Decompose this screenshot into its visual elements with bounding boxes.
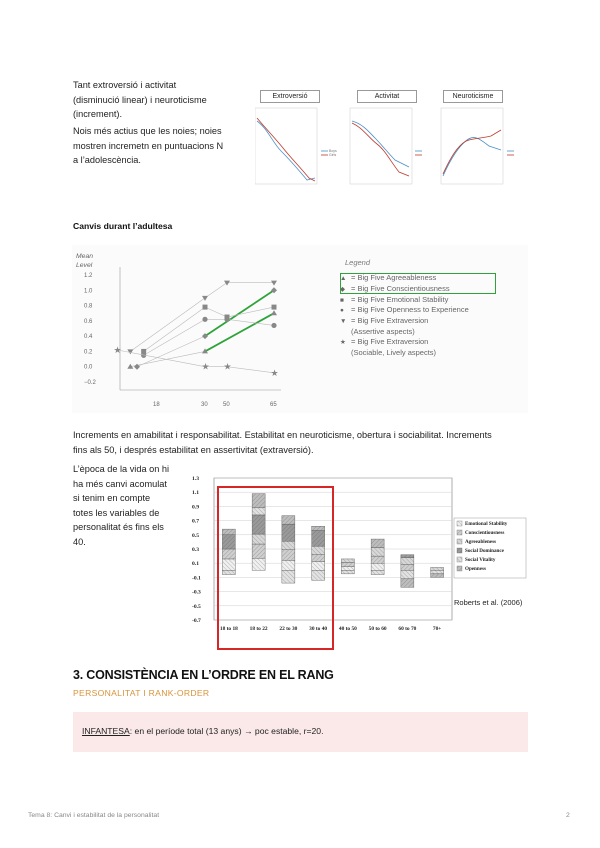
bar-legend bbox=[454, 518, 526, 578]
panel-title-text: Activitat bbox=[374, 93, 400, 100]
series-triangle-down bbox=[127, 281, 277, 355]
paragraph-line: L’època de la vida on hi bbox=[73, 464, 170, 474]
x-tick-label: 30 bbox=[201, 402, 208, 408]
infant-callout bbox=[73, 712, 528, 752]
series-segment bbox=[144, 307, 205, 351]
marker-star: ★ bbox=[201, 362, 210, 373]
x-tick-label: 50 bbox=[223, 402, 230, 408]
bar-figure bbox=[190, 470, 532, 652]
legend-entry bbox=[340, 316, 469, 327]
legend-entry bbox=[340, 305, 469, 316]
bar-segment bbox=[431, 567, 444, 570]
legend-label: Agreeableness bbox=[465, 539, 497, 545]
bar-segment bbox=[371, 556, 384, 563]
marker-star: ★ bbox=[223, 362, 232, 373]
bar-segment bbox=[222, 549, 235, 559]
y-tick-label: -0.3 bbox=[192, 589, 201, 596]
x-tick-label: 65 bbox=[270, 402, 277, 408]
bar-stack bbox=[431, 567, 444, 577]
y-tick-label: -0.7 bbox=[192, 618, 201, 624]
legend-symbol: ▼ bbox=[340, 318, 347, 326]
series-segment bbox=[227, 367, 274, 373]
marker-star: ★ bbox=[113, 345, 122, 356]
intro-line: a l’adolescència. bbox=[73, 155, 141, 165]
legend-swatch bbox=[457, 521, 462, 526]
bar-stack bbox=[252, 494, 265, 571]
bar-segment bbox=[341, 562, 354, 566]
plot-frame bbox=[255, 108, 317, 184]
legend-symbol: ● bbox=[340, 307, 344, 315]
paragraph-line: 40. bbox=[73, 536, 86, 547]
y-tick-label: 1.3 bbox=[192, 476, 199, 482]
bar-segment bbox=[222, 535, 235, 549]
y-tick-label: 1.0 bbox=[84, 288, 93, 295]
bar-segment bbox=[252, 558, 265, 570]
series-segment bbox=[137, 336, 205, 367]
legend-symbol: ■ bbox=[340, 296, 344, 304]
legend-text: = Big Five Extraversion bbox=[351, 316, 429, 326]
bar-segment bbox=[252, 508, 265, 515]
y-tick-label: 0.3 bbox=[192, 547, 199, 553]
ylabel-line: Mean bbox=[76, 253, 94, 260]
bar-chart-svg bbox=[190, 470, 532, 652]
bar-segment bbox=[282, 541, 295, 550]
legend-label: Social Vitality bbox=[465, 557, 496, 563]
legend-text: (Sociable, Lively aspects) bbox=[351, 347, 437, 357]
x-tick-label: 40 to 50 bbox=[338, 626, 357, 632]
infant-rest: : en el període total (13 anys) → poc estable, r=20. bbox=[129, 726, 324, 736]
legend-text: (Assertive aspects) bbox=[351, 326, 415, 336]
legend-swatch bbox=[457, 530, 462, 535]
marker-star: ★ bbox=[270, 368, 279, 379]
series-star bbox=[114, 346, 279, 379]
x-tick-label: 60 to 70 bbox=[398, 626, 417, 632]
bar-segment bbox=[252, 494, 265, 508]
bar-segment bbox=[312, 570, 325, 580]
bar-stack bbox=[312, 526, 325, 580]
intro-line: (disminució linear) i neuroticisme bbox=[73, 94, 207, 105]
mini-chart-activitat bbox=[350, 108, 422, 184]
mini-legend bbox=[329, 149, 337, 157]
bar-segment bbox=[341, 559, 354, 563]
y-tick-label: 0.9 bbox=[192, 504, 199, 511]
paragraph-line: si tenim en compte bbox=[73, 493, 151, 503]
x-tick-label: 22 to 30 bbox=[279, 626, 298, 632]
section-3-subtitle: PERSONALITAT I RANK-ORDER bbox=[73, 688, 210, 698]
y-tick-label: 0.0 bbox=[84, 364, 93, 371]
legend-label-boys: Boys bbox=[329, 149, 337, 153]
mini-chart-neuroticisme bbox=[441, 108, 514, 184]
legend-entry bbox=[340, 337, 469, 348]
legend-label: Conscientiousness bbox=[465, 530, 505, 536]
bar-segment bbox=[222, 570, 235, 574]
y-tick-label: -0.1 bbox=[192, 575, 201, 582]
bar-stack bbox=[401, 555, 414, 588]
marker-triangle-down bbox=[202, 296, 208, 301]
legend-swatch bbox=[457, 566, 462, 571]
bar-segment bbox=[282, 570, 295, 583]
intro-line: Tant extroversió i activitat bbox=[73, 80, 177, 90]
bar-segment bbox=[401, 570, 414, 579]
paragraph-increments bbox=[73, 428, 533, 457]
series-triangle-up bbox=[127, 310, 277, 369]
bar-segment bbox=[222, 559, 235, 570]
legend-label-girls: Girls bbox=[329, 153, 337, 157]
bar-segment bbox=[282, 550, 295, 561]
marker-square bbox=[203, 305, 208, 310]
bar-segment bbox=[341, 570, 354, 574]
bar-segment bbox=[401, 555, 414, 558]
bar-segment bbox=[371, 548, 384, 557]
intro-line: (increment). bbox=[73, 109, 123, 119]
legend-entry bbox=[340, 348, 469, 358]
y-tick-label: 0.1 bbox=[192, 561, 199, 568]
legend-label: Social Dominance bbox=[465, 548, 504, 554]
series-segment bbox=[227, 319, 274, 325]
series-segment bbox=[205, 313, 274, 351]
legend-text: = Big Five Extraversion bbox=[351, 336, 429, 346]
intro-line: mostren incremetn en puntuacions N bbox=[73, 140, 224, 151]
ylabel-line: Level bbox=[76, 262, 93, 269]
y-tick-label: 0.5 bbox=[192, 532, 199, 539]
bar-segment bbox=[252, 544, 265, 558]
page-number: 2 bbox=[566, 812, 570, 819]
legend-entry bbox=[340, 295, 469, 306]
intro-paragraph-2 bbox=[73, 124, 263, 168]
legend-highlight-box bbox=[340, 273, 496, 294]
infant-term: INFANTESA bbox=[82, 726, 130, 736]
mini-charts bbox=[255, 88, 525, 198]
roberts-annotation: Roberts et al. (2006) bbox=[454, 598, 523, 607]
series-segment bbox=[205, 307, 227, 317]
legend-text: = Big Five Agreeableness bbox=[351, 273, 437, 282]
bar-stack bbox=[341, 559, 354, 574]
legend-text: = Big Five Emotional Stability bbox=[351, 294, 449, 304]
series-segment bbox=[227, 307, 274, 317]
legend-symbol: ▲ bbox=[340, 275, 347, 282]
y-tick-label: 0.8 bbox=[84, 303, 93, 310]
paragraph-line: totes les variables de bbox=[73, 507, 160, 518]
bar-stack bbox=[282, 516, 295, 583]
bar-segment bbox=[341, 567, 354, 571]
marker-circle bbox=[202, 317, 207, 322]
series-circle bbox=[141, 317, 277, 358]
legend-entry bbox=[340, 327, 469, 337]
footer-title: Tema 8: Canvi i estabilitat de la personalitat bbox=[28, 812, 160, 819]
legend-swatch bbox=[457, 548, 462, 553]
y-tick-label: 1.1 bbox=[192, 490, 199, 497]
legend-swatch bbox=[457, 557, 462, 562]
mini-charts-svg bbox=[255, 88, 525, 198]
bar-segment bbox=[312, 526, 325, 530]
legend-text: = Big Five Openness to Experience bbox=[351, 305, 469, 315]
plot-frame bbox=[350, 108, 412, 184]
bar-segment bbox=[222, 529, 235, 535]
y-tick-label: 1.2 bbox=[84, 273, 93, 279]
intro-line: Nois més actius que les noies; noies bbox=[73, 126, 222, 136]
y-tick-label: -0.5 bbox=[192, 603, 201, 610]
bar-segment bbox=[371, 570, 384, 574]
intro-paragraph-1 bbox=[73, 78, 243, 122]
paragraph-line: Increments en amabilitat i responsabilitat. Estabilitat en neuroticisme, obertura i sociabilitat. Increments bbox=[73, 430, 492, 440]
bar-segment bbox=[401, 565, 414, 571]
legend-symbol: ◆ bbox=[340, 285, 345, 293]
x-tick-label: 18 to 18 bbox=[219, 626, 238, 632]
y-tick-label: −0.2 bbox=[84, 380, 96, 386]
panel-title-text: Extroversió bbox=[272, 93, 308, 100]
bar-segment bbox=[431, 570, 444, 574]
plot-frame bbox=[441, 108, 503, 184]
y-tick-label: 0.7 bbox=[192, 518, 199, 525]
bar-segment bbox=[431, 574, 444, 578]
marker-circle bbox=[224, 317, 229, 322]
bar-segment bbox=[371, 539, 384, 548]
mini-chart-extroversio bbox=[255, 108, 328, 184]
bar-segment bbox=[282, 524, 295, 541]
marker-triangle-down bbox=[224, 281, 230, 286]
bar-segment bbox=[401, 558, 414, 565]
bar-segment bbox=[371, 563, 384, 570]
legend-swatch bbox=[457, 539, 462, 544]
marker-triangle-down bbox=[271, 281, 277, 286]
section-3-title: 3. CONSISTÈNCIA EN L’ORDRE EN EL RANG bbox=[73, 668, 334, 682]
legend-title: Legend bbox=[345, 258, 371, 267]
x-tick-label: 50 to 60 bbox=[368, 626, 387, 632]
legend-symbol: ★ bbox=[340, 338, 346, 346]
series-segment bbox=[205, 283, 227, 298]
bar-segment bbox=[252, 534, 265, 544]
infant-text bbox=[82, 726, 323, 736]
marker-circle bbox=[271, 323, 276, 328]
paragraph-line: ha més canvi acomulat bbox=[73, 478, 167, 489]
panel-title-text: Neuroticisme bbox=[452, 93, 494, 100]
adult-heading: Canvis durant l’adultesa bbox=[73, 221, 173, 231]
adult-figure bbox=[72, 245, 528, 413]
legend-text: = Big Five Conscientiousness bbox=[351, 283, 450, 293]
bar-segment bbox=[252, 515, 265, 534]
marker-square bbox=[272, 305, 277, 310]
x-tick-label: 18 to 22 bbox=[249, 626, 268, 632]
y-tick-label: 0.4 bbox=[84, 334, 93, 341]
y-tick-label: 0.2 bbox=[84, 349, 93, 356]
legend-label: Openness bbox=[465, 566, 486, 572]
legend-label: Emotional Stability bbox=[465, 521, 508, 527]
bar-segment bbox=[312, 531, 325, 547]
bar-segment bbox=[282, 516, 295, 525]
marker-triangle-up bbox=[271, 310, 277, 315]
bar-segment bbox=[401, 579, 414, 588]
x-tick-label: 18 bbox=[153, 402, 160, 408]
x-tick-label: 30 to 40 bbox=[309, 626, 328, 632]
bar-segment bbox=[312, 562, 325, 571]
bar-stack bbox=[222, 529, 235, 574]
bar-segment bbox=[312, 546, 325, 555]
bar-segment bbox=[282, 560, 295, 570]
series-segment bbox=[205, 290, 274, 336]
bar-stack bbox=[371, 539, 384, 575]
paragraph-line: fins als 50, i després estabilitat en assertivitat (extraversió). bbox=[73, 444, 314, 455]
y-tick-label: 0.6 bbox=[84, 318, 93, 325]
bar-segment bbox=[312, 555, 325, 562]
x-tick-label: 70+ bbox=[432, 626, 442, 632]
series-segment bbox=[130, 298, 205, 352]
paragraph-line: personalitat és fins els bbox=[73, 522, 164, 532]
